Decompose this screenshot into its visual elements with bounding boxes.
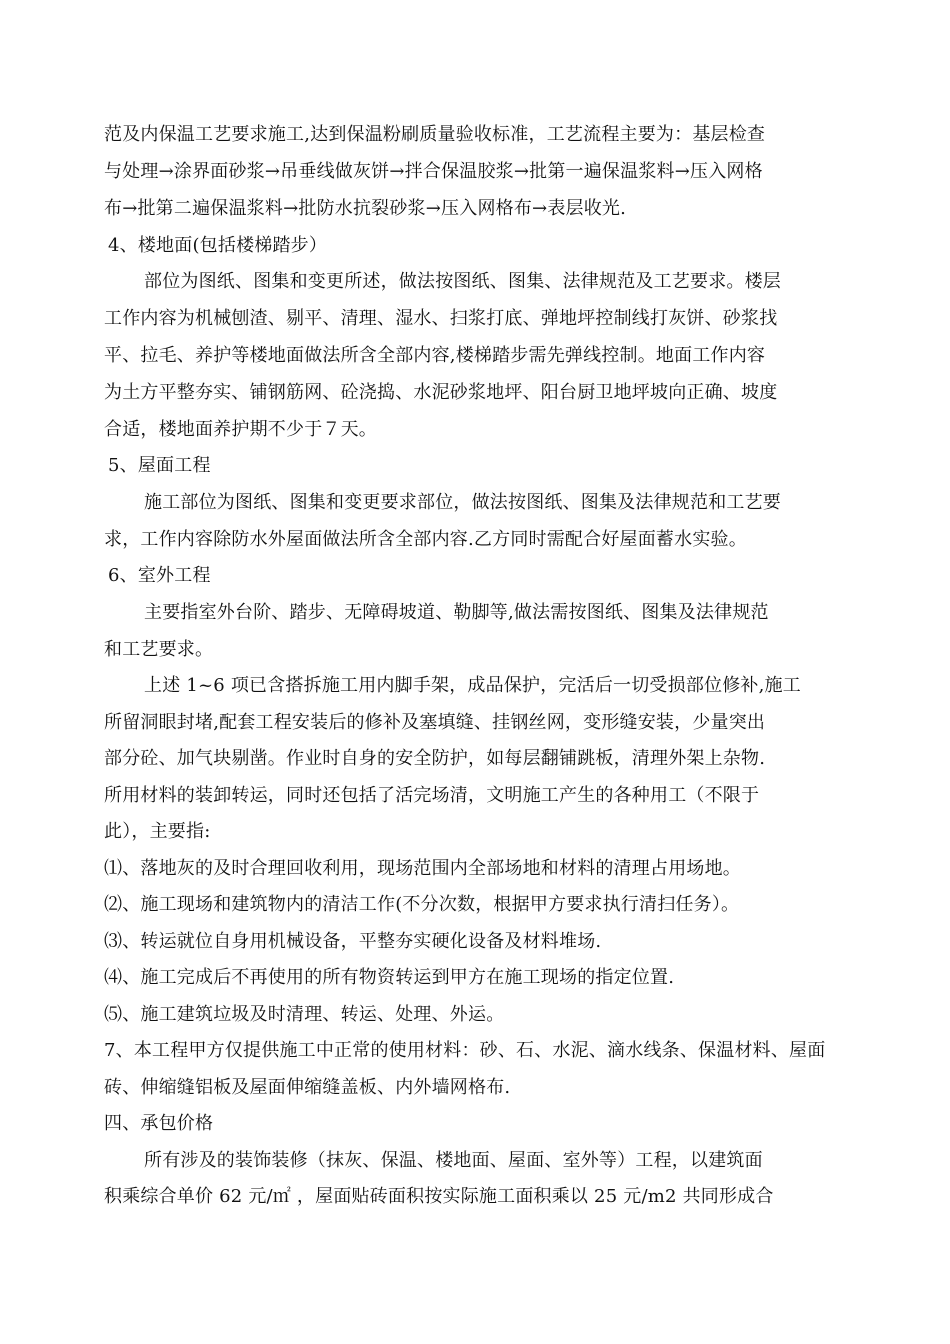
paragraph-line: 所用材料的装卸转运，同时还包括了活完场清，文明施工产生的各种用工（不限于 xyxy=(104,785,760,806)
section-heading-roof: 5、屋面工程 xyxy=(108,455,211,476)
paragraph-line: 砖、伸缩缝铝板及屋面伸缩缝盖板、内外墙网格布. xyxy=(104,1077,511,1098)
paragraph-line: 平、拉毛、养护等楼地面做法所含全部内容,楼梯踏步需先弹线控制。地面工作内容 xyxy=(104,345,766,366)
paragraph-line: 和工艺要求。 xyxy=(104,639,214,660)
paragraph-line: 部分砼、加气块剔凿。作业时自身的安全防护，如每层翻铺跳板，清理外架上杂物. xyxy=(104,748,766,769)
paragraph-line: 所有涉及的装饰装修（抹灰、保温、楼地面、屋面、室外等）工程，以建筑面 xyxy=(144,1150,763,1171)
paragraph-line: 上述 1~6 项已含搭拆施工用内脚手架，成品保护，完活后一切受损部位修补,施工 xyxy=(144,675,801,696)
paragraph-line: 积乘综合单价 62 元/㎡ ，屋面贴砖面积按实际施工面积乘以 25 元/m2 共同形成合 xyxy=(104,1186,774,1207)
paragraph-line: 施工部位为图纸、图集和变更要求部位，做法按图纸、图集及法律规范和工艺要 xyxy=(144,492,781,513)
paragraph-line: 求，工作内容除防水外屋面做法所含全部内容.乙方同时需配合好屋面蓄水实验。 xyxy=(104,529,747,550)
paragraph-line: 为土方平整夯实、铺钢筋网、砼浇捣、水泥砂浆地坪、阳台厨卫地坪坡向正确、坡度 xyxy=(104,382,778,403)
paragraph-line: 7、本工程甲方仅提供施工中正常的使用材料：砂、石、水泥、滴水线条、保温材料、屋面 xyxy=(104,1040,826,1061)
section-heading-floor: 4、楼地面(包括楼梯踏步） xyxy=(108,235,328,256)
paragraph-line: 工作内容为机械刨渣、剔平、清理、湿水、扫浆打底、弹地坪控制线打灰饼、砂浆找 xyxy=(104,308,778,329)
paragraph-line: 合适，楼地面养护期不少于７天。 xyxy=(104,419,377,440)
section-heading-exterior: 6、室外工程 xyxy=(108,565,211,586)
paragraph-line: 范及内保温工艺要求施工,达到保温粉刷质量验收标准，工艺流程主要为：基层检查 xyxy=(104,124,766,145)
paragraph-line: 布→批第二遍保温浆料→批防水抗裂砂浆→压入网格布→表层收光. xyxy=(104,198,627,219)
paragraph-line: 与处理→涂界面砂浆→吊垂线做灰饼→拌合保温胶浆→批第一遍保温浆料→压入网格 xyxy=(104,161,763,182)
list-item: ⑸、施工建筑垃圾及时清理、转运、处理、外运。 xyxy=(104,1004,505,1025)
list-item: ⑶、转运就位自身用机械设备，平整夯实硬化设备及材料堆场. xyxy=(104,931,602,952)
section-heading-price: 四、承包价格 xyxy=(104,1113,214,1134)
list-item: ⑴、落地灰的及时合理回收利用，现场范围内全部场地和材料的清理占用场地。 xyxy=(104,858,741,879)
paragraph-line: 部位为图纸、图集和变更所述，做法按图纸、图集、法律规范及工艺要求。楼层 xyxy=(144,271,781,292)
paragraph-line: 所留洞眼封堵,配套工程安装后的修补及塞填缝、挂钢丝网，变形缝安装，少量突出 xyxy=(104,712,766,733)
paragraph-line: 此），主要指: xyxy=(104,821,211,842)
paragraph-line: 主要指室外台阶、踏步、无障碍坡道、勒脚等,做法需按图纸、图集及法律规范 xyxy=(144,602,769,623)
list-item: ⑷、施工完成后不再使用的所有物资转运到甲方在施工现场的指定位置. xyxy=(104,967,675,988)
list-item: ⑵、施工现场和建筑物内的清洁工作(不分次数，根据甲方要求执行清扫任务）。 xyxy=(104,894,740,915)
